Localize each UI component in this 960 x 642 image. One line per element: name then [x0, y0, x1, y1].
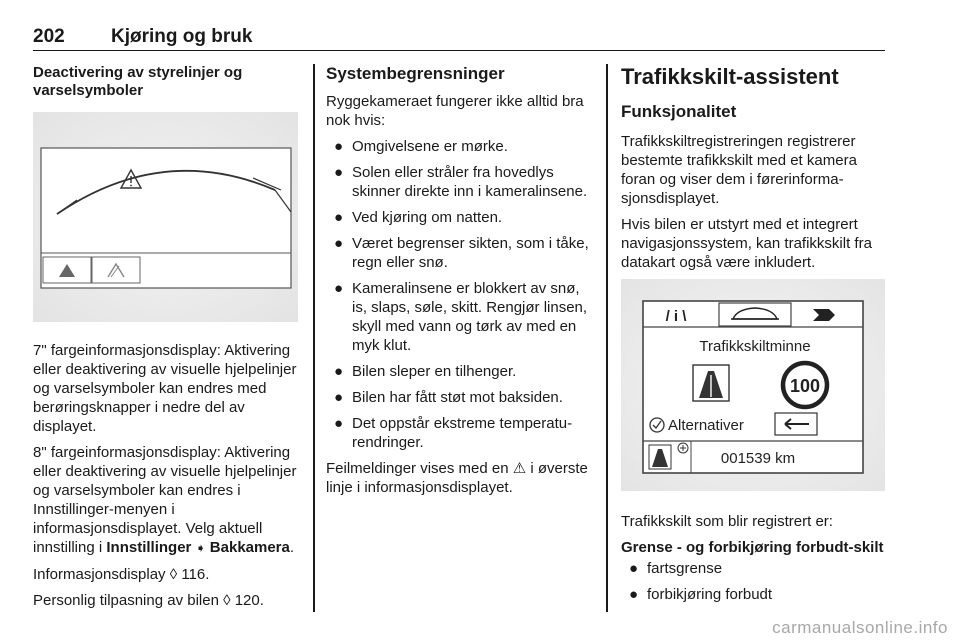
section-title: Kjøring og bruk	[111, 26, 253, 47]
list-item: ● Ved kjøring om natten.	[334, 209, 503, 226]
page-reference-icon: ◊	[169, 566, 178, 583]
navigation-paragraph: Hvis bilen er utstyrt med et integrert navigasjonssystem, kan trafikkskilt fra datakart også være inkludert.	[621, 216, 872, 271]
menu-path-camera: Bakkamera	[209, 539, 290, 556]
limitations-heading: Systembegrensninger	[326, 64, 505, 83]
speed-limit-sign	[783, 363, 827, 407]
reference-info-display: Informasjonsdisplay ◊ 116.	[33, 566, 210, 583]
reference-personalization: Personlig tilpasning av bilen ◊ 120.	[33, 592, 264, 609]
watermark: carmanualsonline.info	[772, 618, 948, 637]
traffic-sign-title: Trafikkskilt-assistent	[621, 64, 839, 89]
list-item: ● Bilen sleper en tilhenger.	[334, 363, 517, 380]
list-item: ● Været begrenser sikten, som i tåke, regn eller snø.	[334, 235, 589, 271]
functionality-subtitle: Funksjonalitet	[621, 102, 737, 121]
guideline-heading: Deactivering av styrelinjer og varselsymboler	[33, 64, 243, 99]
warning-triangle-icon: ⚠	[512, 460, 527, 477]
tab-speed-icon: / i \	[665, 308, 687, 325]
page-number: 202	[33, 26, 65, 47]
alternatives-label: Alternativer	[668, 417, 744, 434]
list-item: ● Kameralinsene er blokkert av snø, is, slaps, søle, skitt. Rengjør linsen, skyll med vann og tørk av med en myk klut.	[334, 280, 588, 354]
memory-title: Trafikkskiltminne	[699, 338, 811, 355]
menu-path-settings: Innstillinger	[106, 539, 192, 556]
list-item: ● forbikjøring forbudt	[629, 586, 773, 603]
traffic-sign-memory-figure	[621, 279, 885, 491]
rear-camera-display-figure	[33, 112, 298, 322]
motorway-small-icon	[649, 445, 671, 469]
list-item: ● Solen eller stråler fra hovedlys skinner direkte inn i kameralinsene.	[334, 164, 588, 200]
display7-paragraph: 7" fargeinformasjonsdisplay: Aktivering eller deaktivering av visuelle hjelpelinjer og varselsymboler kan endres med berøringsknapper i nedre del av displayet.	[33, 342, 297, 435]
column-divider	[313, 64, 315, 612]
sign-type-list	[621, 559, 885, 604]
functionality-paragraph: Trafikkskiltregistreringen registrerer bestemte trafikkskilt med et kamera foran og viser dem i førerinformasjonsdisplayet.	[621, 133, 857, 207]
column-1	[33, 64, 298, 617]
svg-text:100: 100	[789, 376, 821, 396]
column-2	[326, 64, 594, 504]
odometer: 001539 km	[720, 450, 796, 467]
list-item: ● Det oppstår ekstreme temperaturendringer.	[334, 415, 573, 451]
sign-group-label: Grense - og forbikjøring forbudt-skilt	[621, 539, 884, 556]
registered-caption: Trafikkskilt som blir registrert er:	[621, 513, 833, 530]
page-reference-icon: ◊	[223, 592, 231, 609]
column-divider	[606, 64, 608, 612]
limitations-intro: Ryggekameraet fungerer ikke alltid bra nok hvis:	[326, 93, 584, 129]
column-3	[621, 64, 885, 611]
display8-paragraph: 8" fargeinformasjonsdisplay: Aktivering eller deaktivering av visuelle hjelpelinjer og varselsymboler kan endres i Innstillinger-menyen i informasjonsdisplayet. Velg aktuell innstilling i Innstillinger ➧ Bakkamera.	[33, 444, 297, 556]
list-item: ● Bilen har fått støt mot baksiden.	[334, 389, 563, 406]
menu-arrow-icon: ➧	[195, 541, 206, 555]
motorway-sign-icon	[693, 365, 729, 401]
error-message-paragraph: Feilmeldinger vises med en ⚠ i øverste linje i informasjonsdisplayet.	[326, 460, 588, 496]
list-item: ● fartsgrense	[629, 560, 723, 577]
page-header	[33, 22, 885, 51]
limitations-list	[326, 137, 594, 452]
list-item: ● Omgivelsene er mørke.	[334, 138, 508, 155]
